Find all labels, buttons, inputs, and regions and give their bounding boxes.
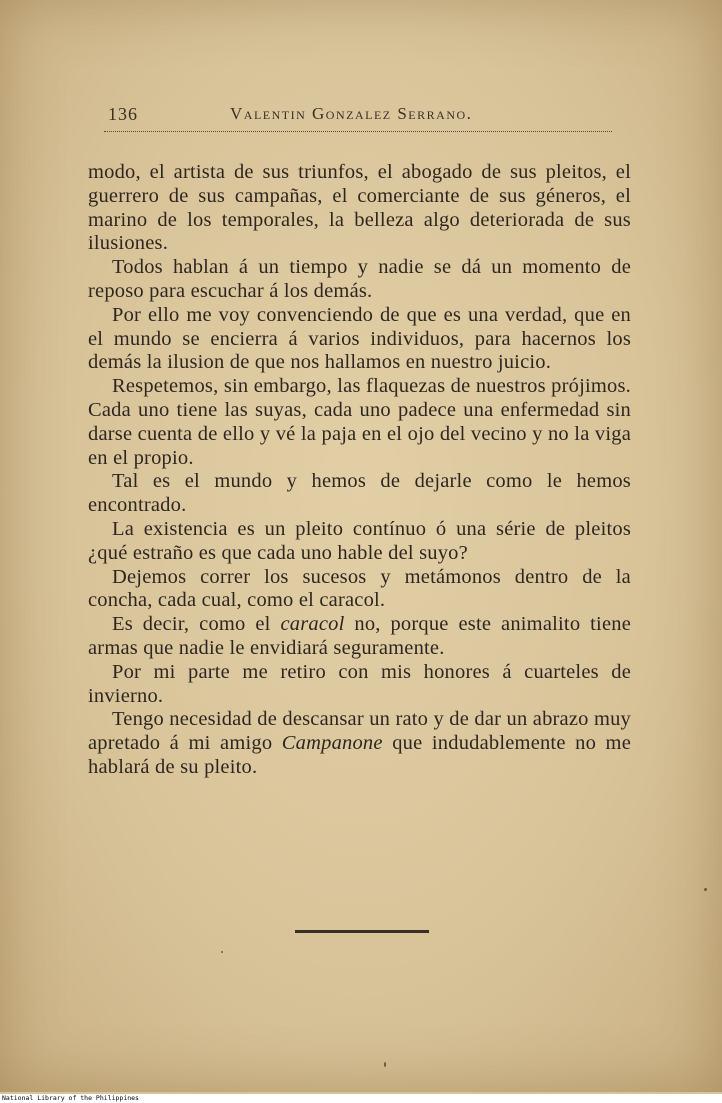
paragraph — [88, 708, 631, 779]
paper-speck — [221, 951, 223, 953]
paragraph: Por mi parte me retiro con mis honores á cuarteles de invierno. — [88, 660, 631, 707]
source-credit: National Library of the Philippines — [0, 1094, 722, 1103]
end-rule — [295, 930, 429, 933]
paragraph: Respetemos, sin embargo, las flaquezas de nuestros prójimos. Cada uno tiene las suyas, cada uno padece una enfermedad sin darse cuenta de ello y vé la paja en el ojo del vecino y no la viga en el propio. — [88, 375, 631, 469]
header-rule — [104, 131, 612, 132]
italic-word: Campanone — [281, 732, 383, 755]
paper-speck — [704, 888, 707, 891]
text-run: Es decir, como el — [112, 613, 281, 636]
body-text — [88, 161, 631, 780]
italic-word: caracol — [280, 613, 345, 636]
text-run: no, porque este animalito tiene armas que nadie le envidiará seguramente. — [88, 613, 631, 659]
page-number: 136 — [108, 104, 138, 124]
paragraph: Tal es el mundo y hemos de dejarle como le hemos encontrado. — [88, 470, 631, 517]
text-run: que indudablemente no me hablará de su pleito. — [88, 732, 631, 778]
paragraph: Todos hablan á un tiempo y nadie se dá un momento de reposo para escuchar á los demás. — [88, 256, 631, 302]
paragraph — [88, 613, 631, 661]
running-head: Valentin Gonzalez Serrano. — [230, 104, 473, 123]
paragraph: La existencia es un pleito contínuo ó una série de pleitos ¿qué estraño es que cada uno hable del suyo? — [88, 517, 631, 564]
paragraph: Por ello me voy convenciendo de que es una verdad, que en el mundo se encierra á varios individuos, para hacernos los demás la ilusion de que nos hallamos en nuestro juicio. — [88, 303, 631, 374]
text-run: Tengo necesidad de descansar un rato y de dar un abrazo muy apretado á mi amigo — [88, 708, 631, 755]
paragraph: modo, el artista de sus triunfos, el abogado de sus pleitos, el guerrero de sus campañas, el comerciante de sus géneros, el marino de los temporales, la belleza algo deteriorada de sus ilusiones. — [88, 161, 631, 255]
paper-speck — [384, 1062, 386, 1067]
paragraph: Dejemos correr los sucesos y metámonos dentro de la concha, cada cual, como el caracol. — [88, 565, 631, 612]
page-header — [108, 104, 628, 134]
